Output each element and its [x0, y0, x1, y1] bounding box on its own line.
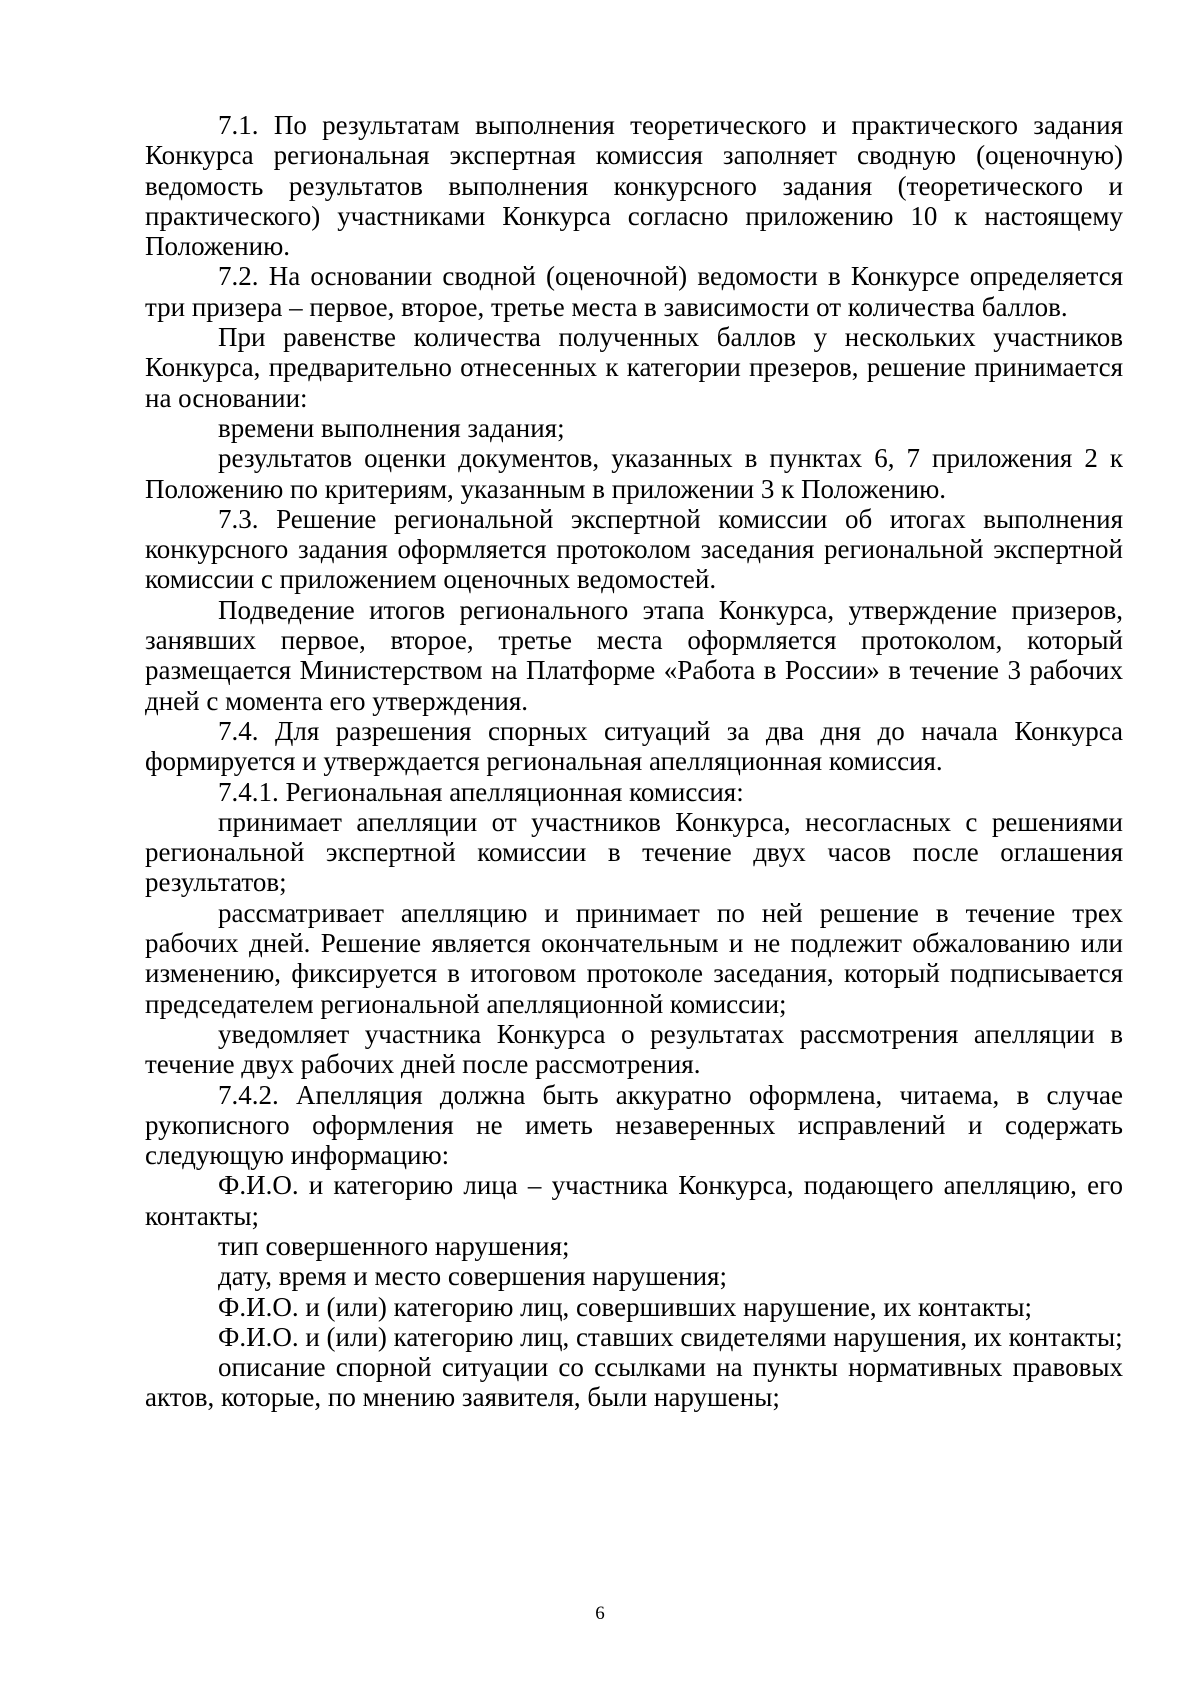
paragraph-7-4: 7.4. Для разрешения спорных ситуаций за два дня до начала Конкурса формируется и утверждается региональная апелляционная комиссия.	[145, 715, 1123, 777]
list-item-violation-datetime: дату, время и место совершения нарушения;	[218, 1261, 727, 1292]
list-item-notifies: уведомляет участника Конкурса о результатах рассмотрения апелляции в течение двух рабочих дней после рассмотрения.	[145, 1018, 1123, 1080]
list-item-violators: Ф.И.О. и (или) категорию лиц, совершивших нарушение, их контакты;	[218, 1291, 1033, 1322]
list-item-violation-type: тип совершенного нарушения;	[218, 1230, 570, 1261]
list-item-witnesses: Ф.И.О. и (или) категорию лиц, ставших свидетелями нарушения, их контакты;	[218, 1321, 1123, 1352]
list-item-time: времени выполнения задания;	[218, 412, 565, 443]
paragraph-7-3: 7.3. Решение региональной экспертной комиссии об итогах выполнения конкурсного задания оформляется протоколом заседания региональной экспертной комиссии с приложением оценочных ведомостей.	[145, 503, 1123, 595]
list-item-applicant: Ф.И.О. и категорию лица – участника Конкурса, подающего апелляцию, его контакты;	[145, 1170, 1123, 1231]
paragraph-7-4-2: 7.4.2. Апелляция должна быть аккуратно оформлена, читаема, в случае рукописного оформления не иметь незаверенных исправлений и содержать следующую информацию:	[145, 1079, 1123, 1171]
paragraph-tie-rule: При равенстве количества полученных баллов у нескольких участников Конкурса, предварительно отнесенных к категории презеров, решение принимается на основании:	[145, 322, 1123, 413]
list-item-accepts-appeals: принимает апелляции от участников Конкурса, несогласных с решениями региональной экспертной комиссии в течение двух часов после оглашения результатов;	[145, 806, 1123, 898]
paragraph-7-4-1: 7.4.1. Региональная апелляционная комиссия:	[218, 776, 744, 807]
list-item-documents: результатов оценки документов, указанных в пунктах 6, 7 приложения 2 к Положению по критериям, указанным в приложении 3 к Положению.	[145, 443, 1123, 504]
paragraph-7-2: 7.2. На основании сводной (оценочной) ведомости в Конкурсе определяется три призера – первое, второе, третье места в зависимости от количества баллов.	[145, 261, 1123, 322]
document-body	[145, 110, 1123, 1413]
paragraph-results-summary: Подведение итогов регионального этапа Конкурса, утверждение призеров, занявших первое, второе, третье места оформляется протоколом, который размещается Министерством на Платформе «Работа в России» в течение 3 рабочих дней с момента его утверждения.	[145, 594, 1123, 716]
paragraph-7-1: 7.1. По результатам выполнения теоретического и практического задания Конкурса региональная экспертная комиссия заполняет сводную (оценочную) ведомость результатов выполнения конкурсного задания (теоретического и практического) участниками Конкурса согласно приложению 10 к настоящему Положению.	[145, 110, 1123, 262]
list-item-description: описание спорной ситуации со ссылками на пункты нормативных правовых актов, которые, по мнению заявителя, были нарушены;	[145, 1352, 1123, 1413]
list-item-reviews-appeal: рассматривает апелляцию и принимает по ней решение в течение трех рабочих дней. Решение является окончательным и не подлежит обжалованию или изменению, фиксируется в итоговом протоколе заседания, который подписывается председателем региональной апелляционной комиссии;	[145, 897, 1123, 1019]
page-number: 6	[595, 1603, 605, 1624]
